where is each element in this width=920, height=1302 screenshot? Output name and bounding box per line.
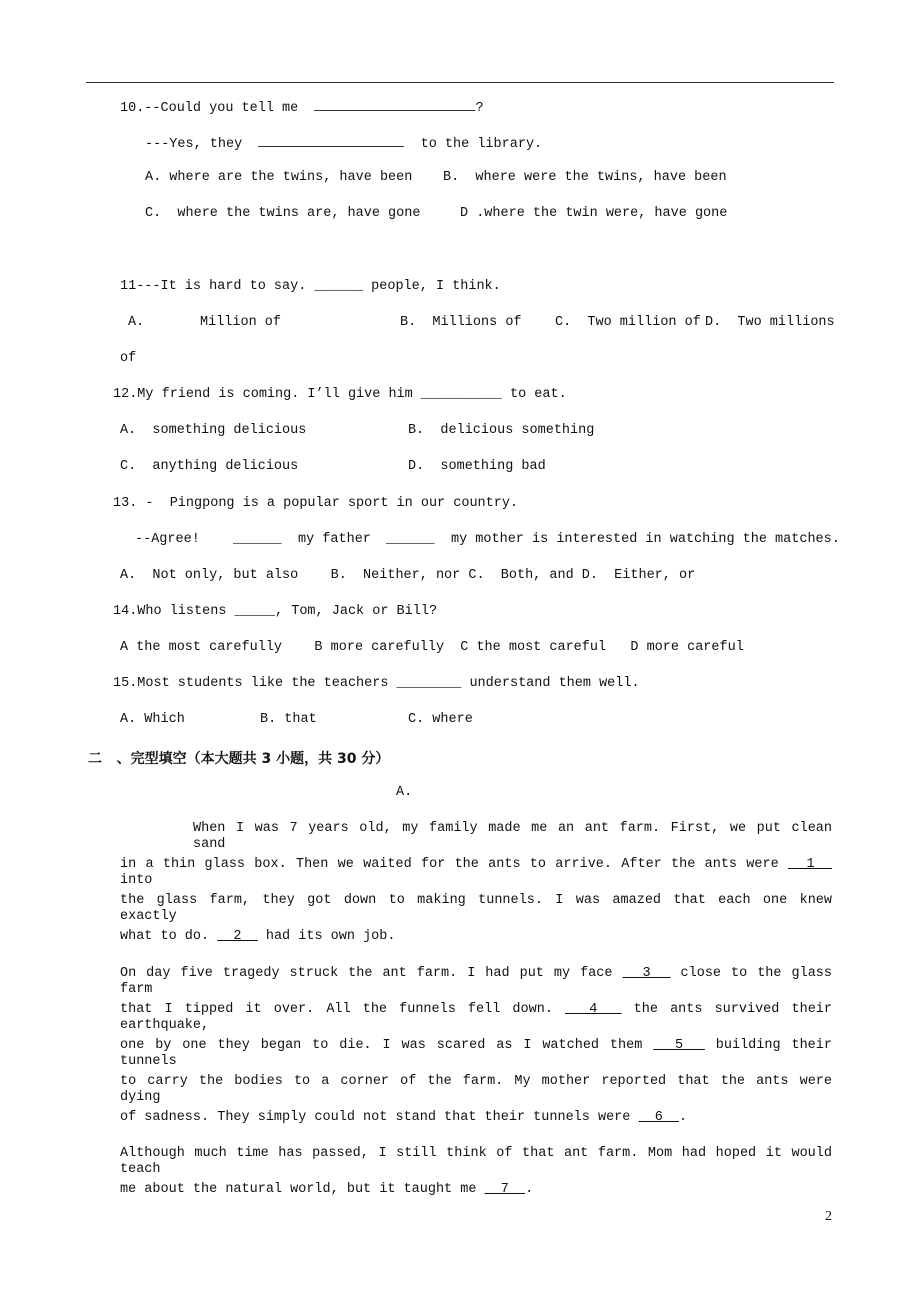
cloze-blank-7: 7	[484, 1182, 526, 1197]
answer-blank	[258, 134, 404, 147]
q13-reply-3: my mother is interested in watching the matches.	[451, 532, 840, 547]
q11-stem: 11---It is hard to say. ______ people, I think.	[120, 279, 501, 294]
q11-option-a-label: A.	[128, 315, 145, 330]
q12-option-d: D. something bad	[408, 459, 546, 474]
cloze-blank-6: 6	[638, 1110, 680, 1125]
passage-line: in a thin glass box. Then we waited for the ants to arrive. After the ants were 1 into	[120, 857, 832, 888]
cloze-blank-3: 3	[622, 966, 671, 981]
q10-option-c: C. where the twins are, have gone	[145, 206, 421, 221]
q10-stem: 10.--Could you tell me ?	[120, 98, 484, 117]
passage-line: what to do. 2 had its own job.	[120, 929, 396, 944]
q11-option-d: D. Two millions	[705, 315, 835, 330]
passage-label: A.	[396, 785, 413, 800]
answer-blank	[314, 98, 475, 111]
q11-option-c: C. Two million of	[555, 315, 701, 330]
q11-option-a: Million of	[200, 315, 282, 330]
q10-reply: ---Yes, they to the library.	[145, 134, 542, 153]
q15-option-a: A. Which	[120, 712, 185, 727]
q10-option-b: B. where were the twins, have been	[443, 170, 727, 185]
q15-option-c: C. where	[408, 712, 473, 727]
q13-options: A. Not only, but also B. Neither, nor C. Both, and D. Either, or	[120, 568, 696, 583]
q15-stem: 15.Most students like the teachers ________ understand them well.	[113, 676, 640, 691]
passage-line: me about the natural world, but it taught me 7 .	[120, 1182, 534, 1197]
q13-reply-1: --Agree!	[135, 532, 200, 547]
q14-stem: 14.Who listens _____, Tom, Jack or Bill?	[113, 604, 438, 619]
q13-reply-2: my father	[298, 532, 371, 547]
q13-blank-1: ______	[233, 532, 282, 547]
q11-option-b: B. Millions of	[400, 315, 522, 330]
passage-line: one by one they began to die. I was scared as I watched them 5 building their tunnels	[120, 1038, 832, 1069]
q12-stem: 12.My friend is coming. I’ll give him __________ to eat.	[113, 387, 567, 402]
cloze-blank-1: 1	[787, 857, 832, 872]
cloze-blank-5: 5	[653, 1038, 705, 1053]
header-rule	[86, 82, 834, 83]
passage-line: that I tipped it over. All the funnels fell down. 4 the ants survived their earthquake,	[120, 1002, 832, 1033]
passage-line: Although much time has passed, I still think of that ant farm. Mom had hoped it would teach	[120, 1146, 832, 1177]
q10-option-d: D .where the twin were, have gone	[460, 206, 728, 221]
cloze-blank-2: 2	[217, 929, 258, 944]
passage-line: the glass farm, they got down to making tunnels. I was amazed that each one knew exactly	[120, 893, 832, 924]
q13-stem: 13. - Pingpong is a popular sport in our country.	[113, 496, 519, 511]
cloze-blank-4: 4	[565, 1002, 622, 1017]
passage-line: to carry the bodies to a corner of the farm. My mother reported that the ants were dying	[120, 1074, 832, 1105]
q10-option-a: A. where are the twins, have been	[145, 170, 413, 185]
q12-option-c: C. anything delicious	[120, 459, 299, 474]
q13-blank-2: ______	[386, 532, 435, 547]
q14-options: A the most carefully B more carefully C the most careful D more careful	[120, 640, 744, 655]
passage-line: of sadness. They simply could not stand that their tunnels were 6 .	[120, 1110, 688, 1125]
q15-option-b: B. that	[260, 712, 317, 727]
q12-option-a: A. something delicious	[120, 423, 307, 438]
section-heading: 二 、完型填空（本大题共 3 小题，共 30 分）	[88, 751, 390, 767]
passage-line: On day five tragedy struck the ant farm. I had put my face 3 close to the glass farm	[120, 966, 833, 997]
q11-option-d-cont: of	[120, 351, 137, 366]
q12-option-b: B. delicious something	[408, 423, 595, 438]
passage-line: When I was 7 years old, my family made me an ant farm. First, we put clean sand	[193, 821, 832, 852]
page-number: 2	[825, 1209, 832, 1224]
